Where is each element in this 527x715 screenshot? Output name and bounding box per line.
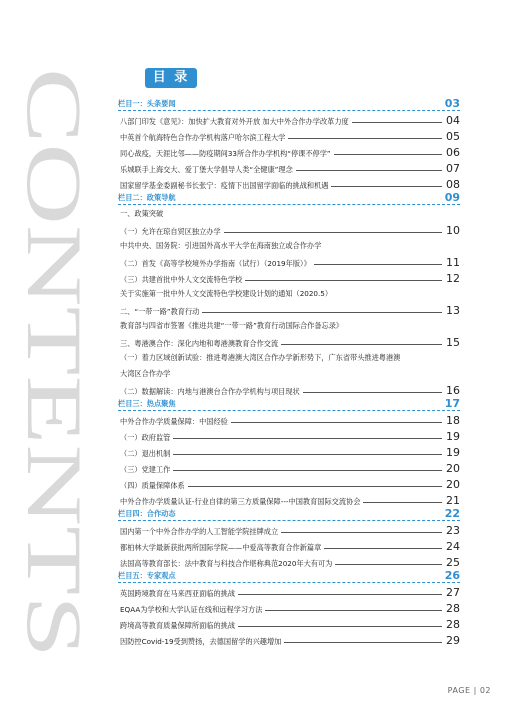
toc-leader-line <box>352 122 442 123</box>
toc-leader-line <box>314 264 442 265</box>
toc-entry-title: 大湾区合作办学 <box>120 369 171 378</box>
toc-leader-line <box>231 422 442 423</box>
toc-entry-title: 乐城联手上海交大、爱丁堡大学倡导人类“全健康”理念 <box>120 165 293 174</box>
toc-entry[interactable] <box>118 111 460 127</box>
toc-page-number: 10 <box>446 224 460 237</box>
toc-entry[interactable] <box>118 333 460 349</box>
toc-page-number: 15 <box>446 336 460 349</box>
table-of-contents <box>118 97 460 647</box>
toc-entry-title: 关于实施第一批中外人文交流特色学校建设计划的通知（2020.5） <box>120 289 333 298</box>
toc-leader-line <box>281 344 442 345</box>
toc-entry-title: （一）允许在琼自贸区独立办学 <box>120 227 221 236</box>
page-number: PAGE | 02 <box>447 686 491 695</box>
toc-leader-line <box>284 642 442 643</box>
toc-page-number: 08 <box>446 178 460 191</box>
toc-entry[interactable] <box>118 381 460 397</box>
toc-section-header[interactable] <box>118 569 460 583</box>
toc-entry[interactable] <box>118 221 460 237</box>
toc-page-number: 26 <box>444 569 460 582</box>
toc-entry-title: 英国跨境教育在马来西亚面临的挑战 <box>120 589 236 598</box>
toc-page-number: 25 <box>446 556 460 569</box>
toc-section-header[interactable] <box>118 97 460 111</box>
contents-watermark <box>11 60 110 660</box>
toc-leader-line <box>245 280 442 281</box>
toc-entry-title: （二）数据解读：内地与港澳台合作办学机构与项目现状 <box>120 387 300 396</box>
toc-entry-title: 都柏林大学最新获批两所国际学院——中爱高等教育合作新篇章 <box>120 543 322 552</box>
toc-entry-title: 中英首个航海特色合作办学机构落户哈尔滨工程大学 <box>120 133 286 142</box>
toc-entry <box>118 349 460 365</box>
toc-page-number: 18 <box>446 414 460 427</box>
toc-leader-line <box>173 454 442 455</box>
toc-section-header[interactable] <box>118 191 460 205</box>
toc-leader-line <box>281 532 442 533</box>
toc-leader-line <box>188 486 442 487</box>
toc-entry <box>118 317 460 333</box>
toc-page-number: 11 <box>446 256 460 269</box>
toc-entry-title: 栏目四：合作动态 <box>118 509 176 518</box>
toc-entry-title: 栏目二：政策导航 <box>118 193 176 202</box>
toc-leader-line <box>296 170 442 171</box>
toc-entry[interactable] <box>118 631 460 647</box>
toc-page-number: 09 <box>444 191 460 204</box>
toc-page-number: 28 <box>446 618 460 631</box>
toc-entry-title: 栏目一：头条要闻 <box>118 99 176 108</box>
toc-entry[interactable] <box>118 253 460 269</box>
toc-entry[interactable] <box>118 301 460 317</box>
toc-entry <box>118 285 460 301</box>
toc-entry[interactable] <box>118 269 460 285</box>
toc-entry[interactable] <box>118 615 460 631</box>
toc-page-number: 20 <box>446 462 460 475</box>
toc-entry-title: （一）政府监管 <box>120 433 171 442</box>
toc-entry[interactable] <box>118 411 460 427</box>
toc-page-number: 17 <box>444 397 460 410</box>
toc-leader-line <box>238 626 442 627</box>
toc-page-number: 04 <box>446 114 460 127</box>
toc-entry[interactable] <box>118 175 460 191</box>
toc-leader-line <box>224 232 442 233</box>
toc-entry-title: 一、政策突破 <box>120 209 164 218</box>
toc-page-number: 06 <box>446 146 460 159</box>
toc-page-number: 13 <box>446 304 460 317</box>
toc-entry-title: （一）着力区域创新试验：推进粤港澳大湾区合作办学新形势下，广东省带头推进粤港澳 <box>120 353 401 362</box>
toc-page-number: 19 <box>446 446 460 459</box>
toc-entry[interactable] <box>118 553 460 569</box>
toc-page-number: 21 <box>446 494 460 507</box>
toc-entry <box>118 205 460 221</box>
toc-entry-title: （四）质量保障体系 <box>120 481 185 490</box>
toc-leader-line <box>238 594 442 595</box>
toc-leader-line <box>335 564 442 565</box>
toc-page-number: 27 <box>446 586 460 599</box>
toc-entry-title: （三）共建首批中外人文交流特色学校 <box>120 275 243 284</box>
toc-page-number: 12 <box>446 272 460 285</box>
toc-entry[interactable] <box>118 443 460 459</box>
toc-entry-title: 中共中央、国务院：引进国外高水平大学在海南独立或合作办学 <box>120 241 322 250</box>
toc-entry-title: （三）党建工作 <box>120 465 171 474</box>
toc-entry-title: 国家留学基金委副秘书长张宁：疫情下出国留学面临的挑战和机遇 <box>120 181 329 190</box>
toc-entry-title: 三、粤港澳合作：深化内地和粤港澳教育合作交流 <box>120 339 279 348</box>
toc-page-number: 24 <box>446 540 460 553</box>
toc-entry-title: 栏目三：热点聚焦 <box>118 399 176 408</box>
toc-leader-line <box>265 610 442 611</box>
toc-entry[interactable] <box>118 599 460 615</box>
toc-section-header[interactable] <box>118 507 460 521</box>
toc-entry[interactable] <box>118 159 460 175</box>
toc-entry-title: （二）退出机制 <box>120 449 171 458</box>
toc-leader-line <box>331 186 442 187</box>
toc-entry[interactable] <box>118 127 460 143</box>
toc-entry[interactable] <box>118 583 460 599</box>
toc-entry-title: （二）首发《高等学校境外办学指南（试行）（2019年版）》 <box>120 259 311 268</box>
toc-entry <box>118 365 460 381</box>
toc-leader-line <box>303 392 442 393</box>
toc-entry-title: 跨境高等教育质量保障所面临的挑战 <box>120 621 236 630</box>
toc-page-number: 05 <box>446 130 460 143</box>
toc-page-number: 22 <box>444 507 460 520</box>
toc-entry-title: 同心战疫，天涯比邻——防疫期间33所合作办学机构“停课不停学” <box>120 149 331 158</box>
toc-page-number: 19 <box>446 430 460 443</box>
toc-entry-title: 中外合作办学质量认证-行业自律的第三方质量保障---中国教育国际交流协会 <box>120 497 361 506</box>
toc-section-header[interactable] <box>118 397 460 411</box>
toc-entry[interactable] <box>118 143 460 159</box>
toc-leader-line <box>324 548 442 549</box>
toc-entry[interactable] <box>118 475 460 491</box>
toc-leader-line <box>334 154 442 155</box>
toc-entry-title: 国内第一个中外合作办学的人工智能学院挂牌成立 <box>120 527 279 536</box>
toc-page-number: 03 <box>444 97 460 110</box>
toc-entry-title: 栏目五：专家观点 <box>118 571 176 580</box>
toc-page-number: 07 <box>446 162 460 175</box>
toc-entry <box>118 237 460 253</box>
toc-page-number: 28 <box>446 602 460 615</box>
toc-entry[interactable] <box>118 427 460 443</box>
toc-leader-line <box>288 138 442 139</box>
toc-entry-title: 八部门印发《意见》：加快扩大教育对外开放 加大中外合作办学改革力度 <box>120 117 349 126</box>
toc-page-number: 16 <box>446 384 460 397</box>
toc-leader-line <box>202 312 442 313</box>
toc-leader-line <box>173 470 442 471</box>
toc-entry-title: 教育部与四省市签署《推进共建“一带一路”教育行动国际合作备忘录》 <box>120 321 344 330</box>
toc-page-number: 29 <box>446 634 460 647</box>
toc-leader-line <box>173 438 442 439</box>
toc-entry-title: EQAA为学校和大学认证在线和远程学习方法 <box>120 605 263 614</box>
toc-entry[interactable] <box>118 521 460 537</box>
toc-leader-line <box>363 502 442 503</box>
toc-entry-title: 因防控Covid-19受到赞扬，去德国留学的兴趣增加 <box>120 637 282 646</box>
toc-entry[interactable] <box>118 459 460 475</box>
toc-entry-title: 中外合作办学质量保障：中国经验 <box>120 417 228 426</box>
toc-entry-title: 法国高等教育部长：法中教育与科技合作堪称典范2020年大有可为 <box>120 559 333 568</box>
toc-entry[interactable] <box>118 537 460 553</box>
toc-page-number: 20 <box>446 478 460 491</box>
toc-page-number: 23 <box>446 524 460 537</box>
toc-entry-title: 二、“一带一路”教育行动 <box>120 307 200 316</box>
page-title: 目 录 <box>145 68 197 88</box>
contents-watermark-text: CONTENTS <box>11 68 98 476</box>
toc-entry[interactable] <box>118 491 460 507</box>
